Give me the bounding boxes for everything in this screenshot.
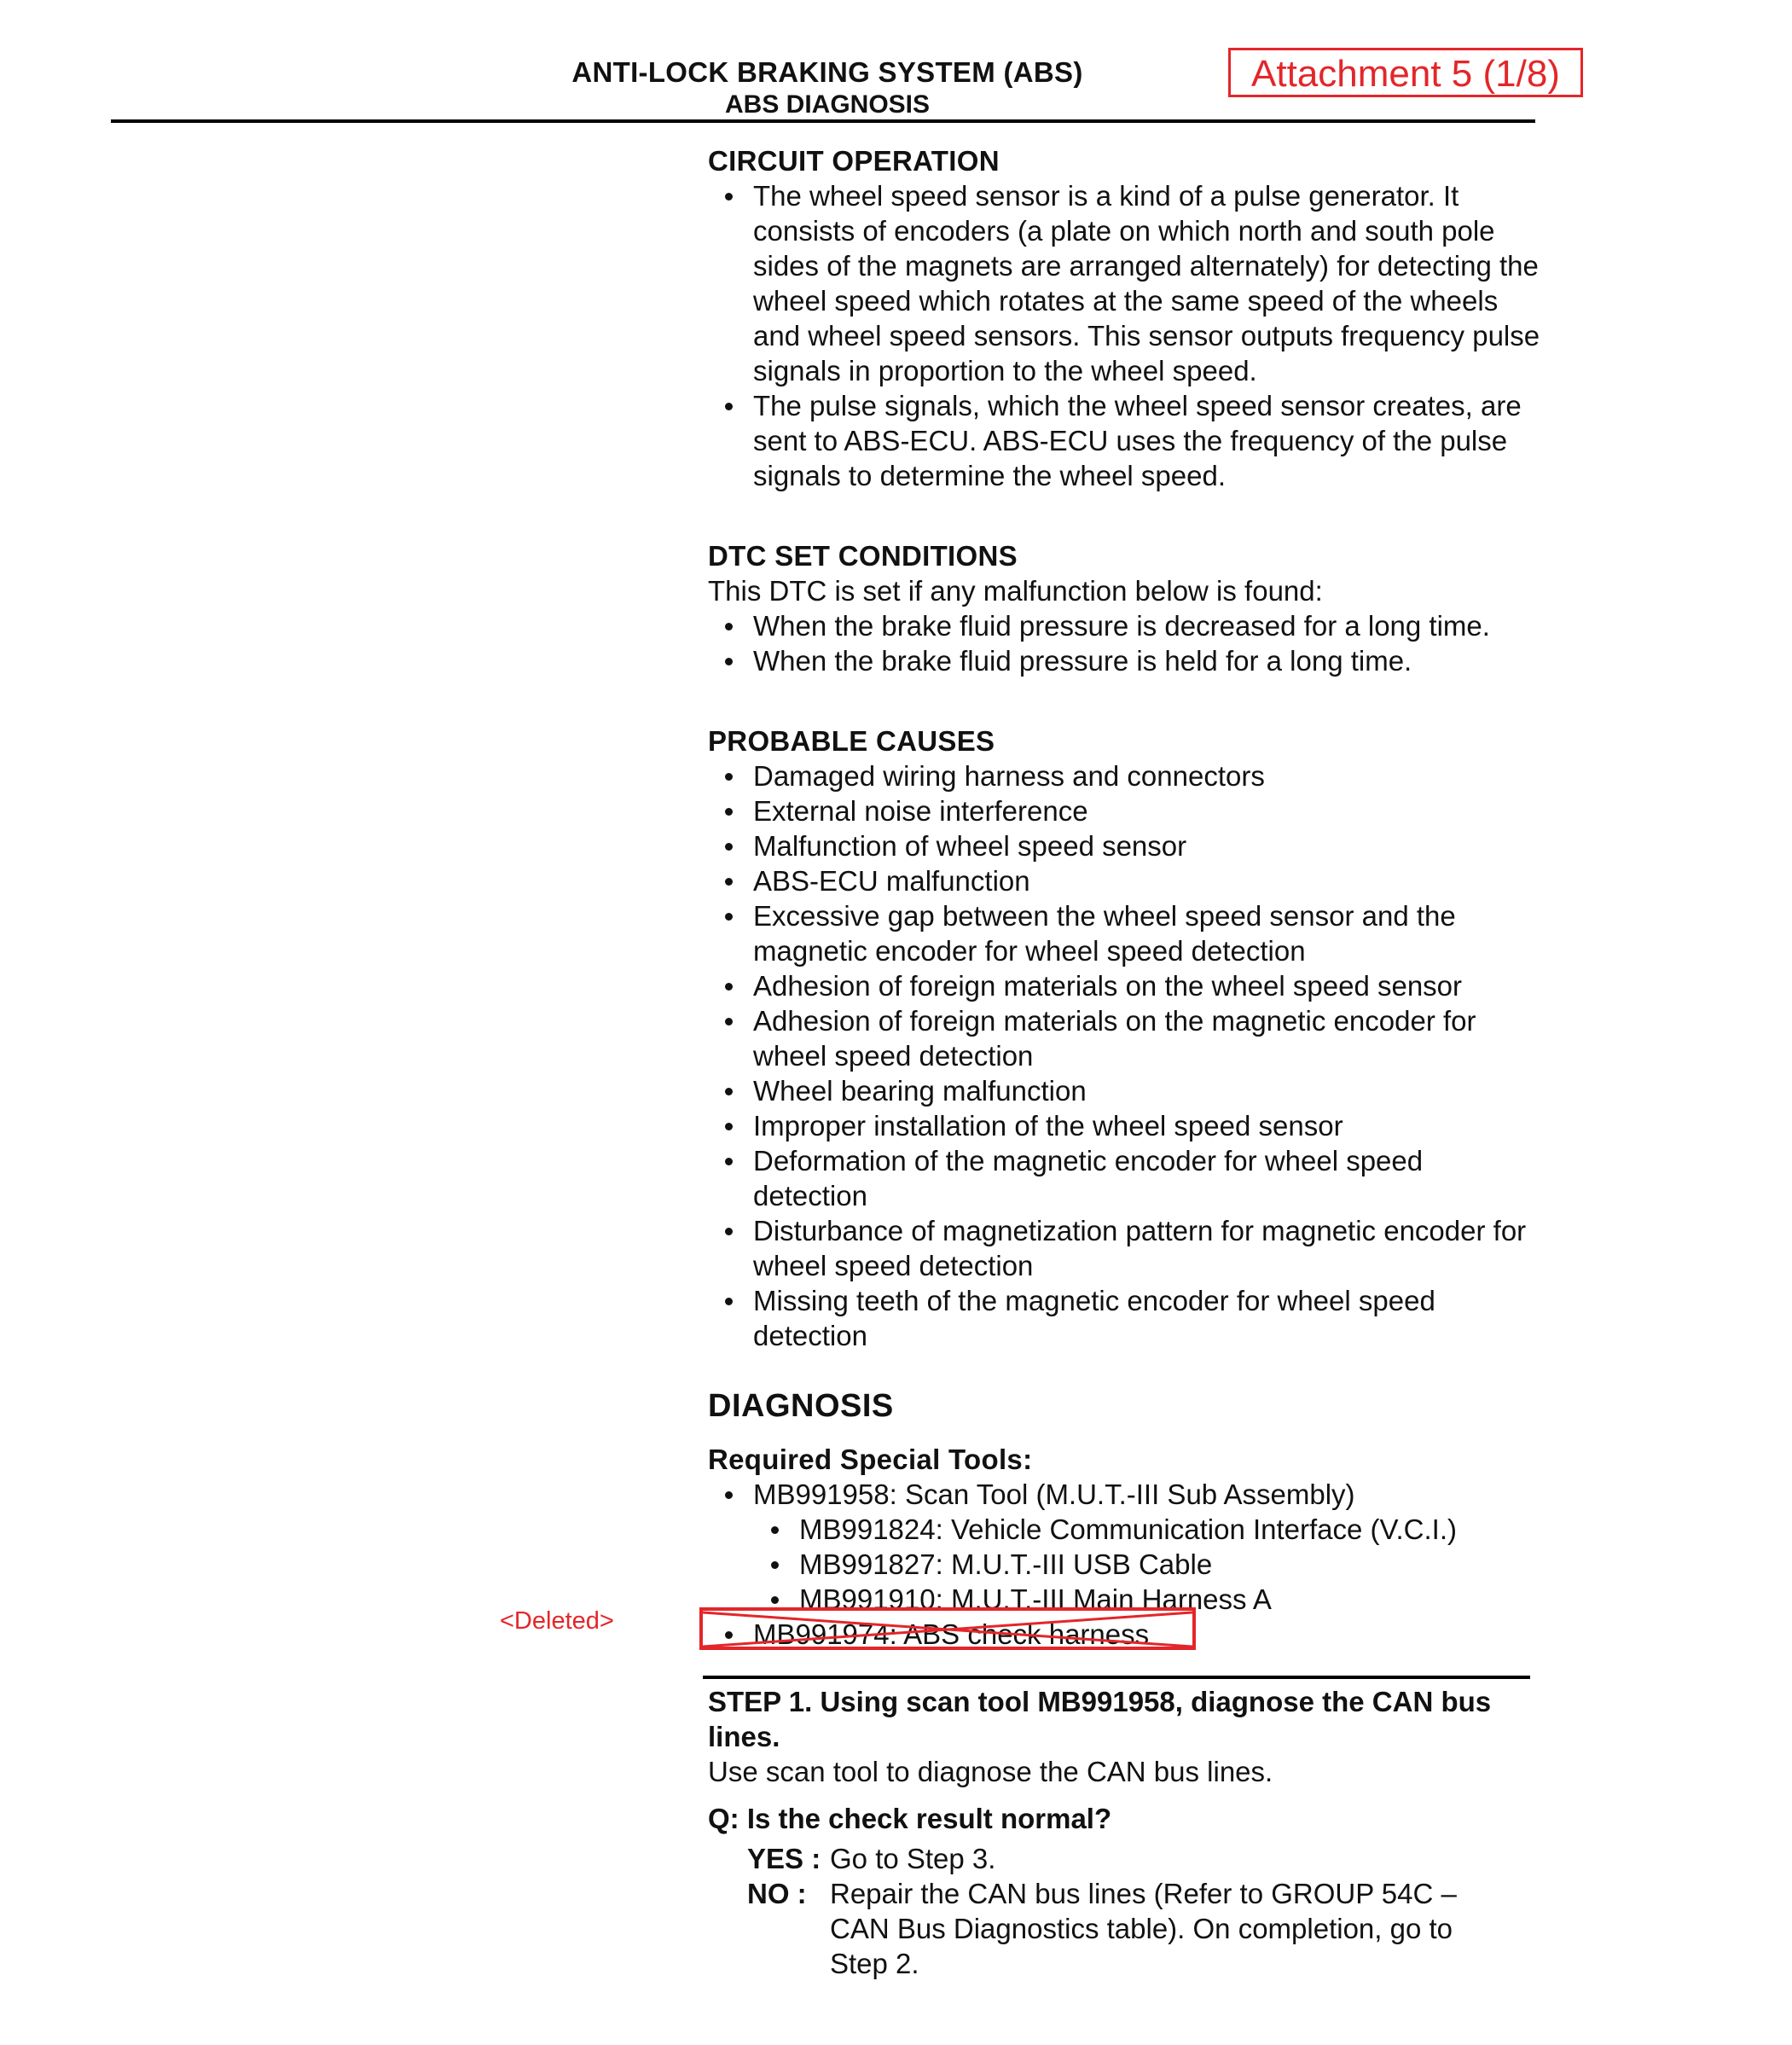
tool-subitem: MB991910: M.U.T.-III Main Harness A: [708, 1582, 1544, 1617]
attachment-label: Attachment 5 (1/8): [1228, 48, 1583, 97]
list-item: Disturbance of magnetization pattern for magnetic encoder for wheel speed detection: [708, 1213, 1544, 1283]
list-item: Improper installation of the wheel speed sensor: [708, 1108, 1544, 1143]
dtc-intro: This DTC is set if any malfunction below is found:: [708, 575, 1323, 607]
list-item: When the brake fluid pressure is held for a long time.: [708, 643, 1544, 678]
header-rule: [111, 119, 1535, 123]
step-1-title: STEP 1. Using scan tool MB991958, diagnose the CAN bus lines.: [708, 1686, 1492, 1752]
list-item: Excessive gap between the wheel speed sensor and the magnetic encoder for wheel speed detection: [708, 898, 1544, 968]
yes-row: [708, 1841, 1544, 1876]
section-title: ANTI-LOCK BRAKING SYSTEM (ABS): [571, 56, 1083, 88]
list-item: External noise interference: [708, 793, 1544, 828]
tools-list: [708, 1477, 1544, 1512]
yes-text: Go to Step 3.: [830, 1843, 996, 1874]
circuit-operation-heading: CIRCUIT OPERATION: [708, 145, 1000, 177]
dtc-conditions-list: [708, 608, 1544, 678]
no-text: Repair the CAN bus lines (Refer to GROUP 54C – CAN Bus Diagnostics table). On completion, go to Step 2.: [830, 1878, 1457, 1979]
no-row: [708, 1876, 1544, 1981]
list-item: Wheel bearing malfunction: [708, 1073, 1544, 1108]
circuit-operation-list: [708, 178, 1544, 493]
main-content: [708, 143, 1544, 1652]
tool-subitem: MB991824: Vehicle Communication Interface (V.C.I.): [708, 1512, 1544, 1547]
list-item: Malfunction of wheel speed sensor: [708, 828, 1544, 863]
deleted-annotation: <Deleted>: [500, 1607, 614, 1635]
required-tools-heading: Required Special Tools:: [708, 1444, 1033, 1475]
list-item: Deformation of the magnetic encoder for wheel speed detection: [708, 1143, 1544, 1213]
probable-causes-heading: PROBABLE CAUSES: [708, 725, 995, 757]
tool-subitem: MB991827: M.U.T.-III USB Cable: [708, 1547, 1544, 1582]
step-1-question: Q: Is the check result normal?: [708, 1803, 1112, 1834]
strike-cross-icon: [699, 1607, 1196, 1650]
list-item: The pulse signals, which the wheel speed sensor creates, are sent to ABS-ECU. ABS-ECU uses the frequency of the pulse signals to determine the wheel speed.: [708, 388, 1544, 493]
section-subtitle: ABS DIAGNOSIS: [724, 90, 931, 119]
probable-causes-list: [708, 758, 1544, 1353]
diagnosis-heading: DIAGNOSIS: [708, 1388, 894, 1424]
list-item: Adhesion of foreign materials on the wheel speed sensor: [708, 968, 1544, 1003]
list-item: Adhesion of foreign materials on the magnetic encoder for wheel speed detection: [708, 1003, 1544, 1073]
list-item: ABS-ECU malfunction: [708, 863, 1544, 898]
list-item: Damaged wiring harness and connectors: [708, 758, 1544, 793]
step-rule: [703, 1676, 1530, 1679]
step-1: [708, 1684, 1544, 1981]
step-1-instruction: Use scan tool to diagnose the CAN bus lines.: [708, 1756, 1273, 1787]
no-label: NO :: [747, 1878, 807, 1909]
tool-item: MB991958: Scan Tool (M.U.T.-III Sub Assembly): [708, 1477, 1544, 1512]
dtc-set-conditions-heading: DTC SET CONDITIONS: [708, 540, 1018, 572]
list-item: Missing teeth of the magnetic encoder for wheel speed detection: [708, 1283, 1544, 1353]
list-item: The wheel speed sensor is a kind of a pulse generator. It consists of encoders (a plate on which north and south pole sides of the magnets are arranged alternately) for detecting the wheel speed which rotates at the same speed of the wheels and wheel speed sensors. This sensor outputs frequency pulse signals in proportion to the wheel speed.: [708, 178, 1544, 388]
tools-sublist: [708, 1512, 1544, 1617]
deleted-tool-item: MB991974: ABS check harness: [708, 1617, 1544, 1652]
list-item: When the brake fluid pressure is decreased for a long time.: [708, 608, 1544, 643]
yes-label: YES :: [747, 1843, 821, 1874]
